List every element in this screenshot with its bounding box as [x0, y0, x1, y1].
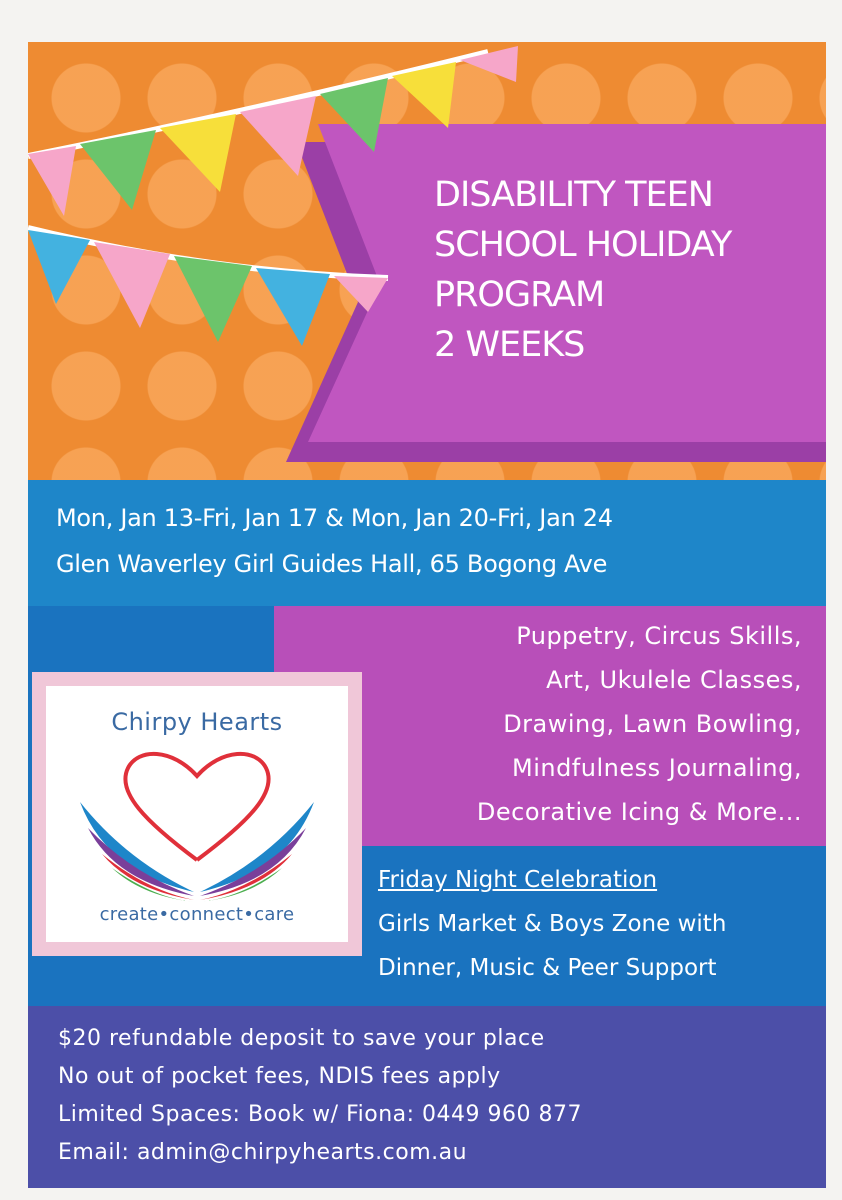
- activity-line: Mindfulness Journaling,: [511, 754, 802, 782]
- deposit-info: $20 refundable deposit to save your place: [58, 1026, 545, 1051]
- activity-line: Drawing, Lawn Bowling,: [503, 710, 802, 738]
- friday-heading: Friday Night Celebration: [378, 867, 658, 893]
- title-line-4: 2 WEEKS: [434, 325, 585, 365]
- flyer: [28, 42, 826, 1188]
- logo-tagline: create•connect•care: [99, 904, 295, 925]
- logo-name: Chirpy Hearts: [111, 708, 283, 736]
- heart-wings-icon: [76, 742, 318, 902]
- logo-frame: [32, 672, 362, 956]
- fees-info: No out of pocket fees, NDIS fees apply: [58, 1064, 501, 1089]
- schedule-strip: [28, 480, 826, 606]
- friday-line: Dinner, Music & Peer Support: [378, 955, 717, 981]
- program-dates: Mon, Jan 13-Fri, Jan 17 & Mon, Jan 20-Fri, Jan 24: [56, 504, 613, 532]
- program-venue: Glen Waverley Girl Guides Hall, 65 Bogong Ave: [56, 550, 608, 578]
- booking-contact: Limited Spaces: Book w/ Fiona: 0449 960 877: [58, 1102, 582, 1127]
- friday-line: Girls Market & Boys Zone with: [378, 911, 727, 937]
- header-banner: [28, 42, 826, 480]
- activity-line: Puppetry, Circus Skills,: [516, 622, 802, 650]
- chirpy-hearts-logo: [46, 686, 348, 942]
- title-line-1: DISABILITY TEEN: [434, 175, 713, 215]
- friday-celebration: [378, 858, 818, 990]
- program-title: [434, 170, 824, 370]
- title-line-3: PROGRAM: [434, 275, 605, 315]
- booking-info: [28, 1006, 826, 1188]
- email-contact: Email: admin@chirpyhearts.com.au: [58, 1140, 468, 1165]
- activity-line: Art, Ukulele Classes,: [546, 666, 802, 694]
- title-line-2: SCHOOL HOLIDAY: [434, 225, 732, 265]
- details-section: [28, 606, 826, 1006]
- activity-line: Decorative Icing & More...: [476, 798, 802, 826]
